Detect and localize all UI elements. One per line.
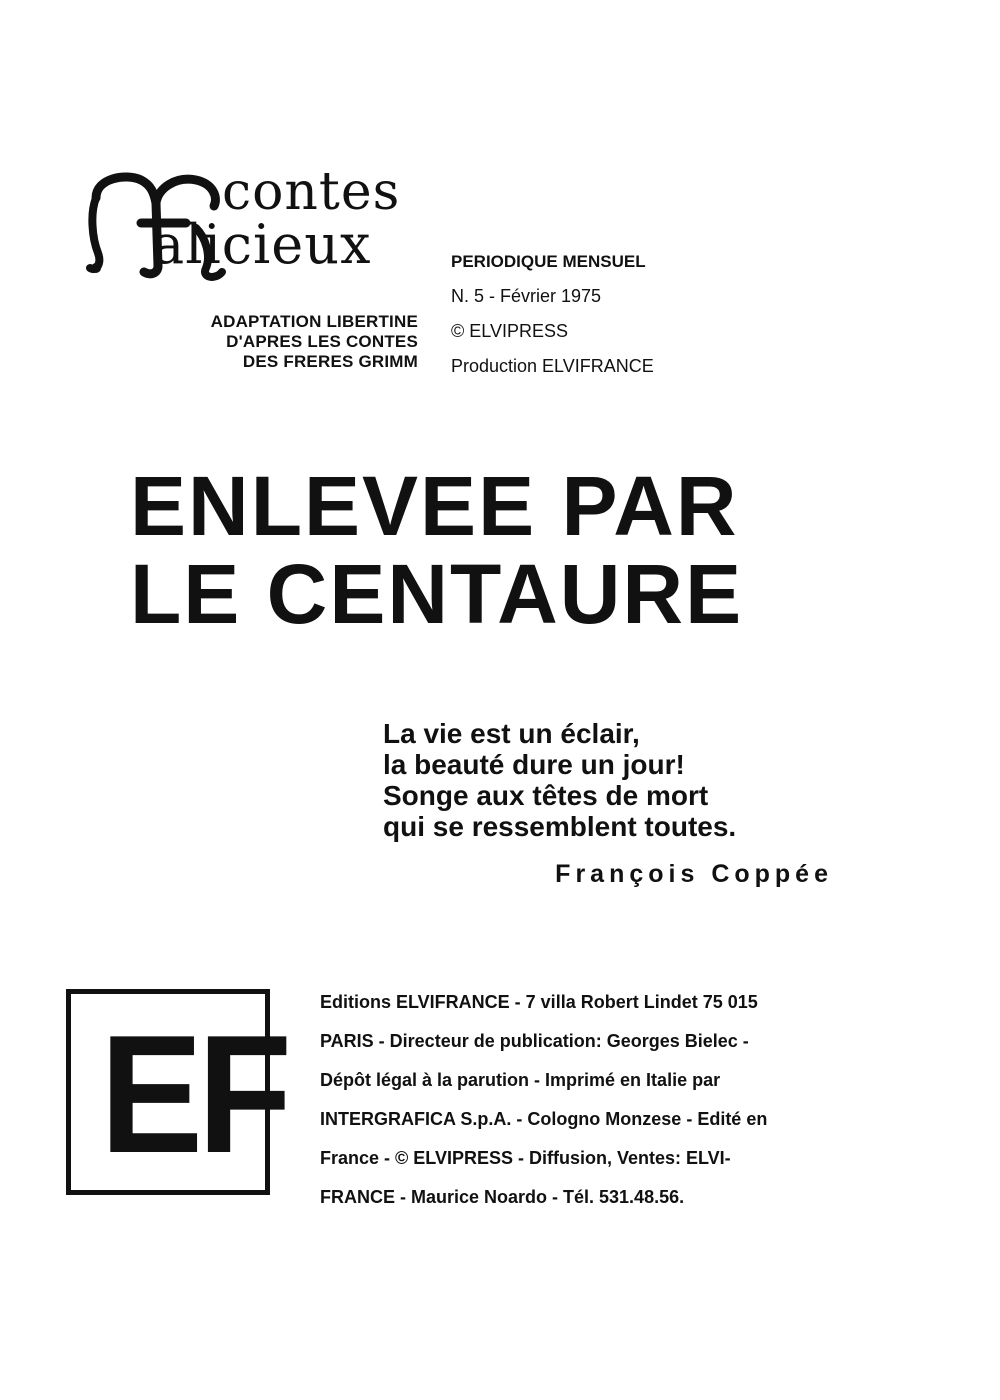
imprint-block	[320, 983, 840, 1217]
production-line: Production ELVIFRANCE	[451, 356, 654, 376]
imprint-line: France - © ELVIPRESS - Diffusion, Ventes: ELVI-	[320, 1148, 731, 1168]
imprint-line: Editions ELVIFRANCE - 7 villa Robert Lindet 75 015	[320, 992, 758, 1012]
subtitle-line: ADAPTATION LIBERTINE	[210, 312, 418, 331]
copyright-line: © ELVIPRESS	[451, 321, 568, 341]
publication-info	[451, 244, 654, 384]
poem-line: Songe aux têtes de mort	[383, 780, 709, 811]
subtitle-line: DES FRERES GRIMM	[242, 352, 418, 371]
subtitle-line: D'APRES LES CONTES	[226, 332, 418, 351]
publisher-logo: EF	[100, 1000, 287, 1188]
logo-text-malicieux: alicieux	[152, 213, 372, 276]
title-line-1: ENLEVEE PAR	[130, 459, 739, 553]
issue-number: N. 5 - Février 1975	[451, 286, 602, 306]
poem-line: La vie est un éclair,	[383, 718, 640, 749]
epigraph-poem	[383, 718, 736, 842]
poem-line: qui se ressemblent toutes.	[383, 811, 737, 842]
periodicity-label: PERIODIQUE MENSUEL	[451, 252, 646, 271]
imprint-line: INTERGRAFICA S.p.A. - Cologno Monzese - Edité en	[320, 1109, 768, 1129]
imprint-line: PARIS - Directeur de publication: Georges Bielec -	[320, 1031, 749, 1051]
poem-author: François Coppée	[555, 860, 833, 888]
title-line-2: LE CENTAURE	[130, 547, 744, 641]
imprint-line: Dépôt légal à la parution - Imprimé en Italie par	[320, 1070, 721, 1090]
poem-line: la beauté dure un jour!	[383, 749, 685, 780]
logo-text-contes: contes	[222, 162, 401, 222]
page-title	[130, 459, 744, 641]
subtitle-block	[211, 312, 418, 372]
imprint-line: FRANCE - Maurice Noardo - Tél. 531.48.56.	[320, 1187, 685, 1207]
